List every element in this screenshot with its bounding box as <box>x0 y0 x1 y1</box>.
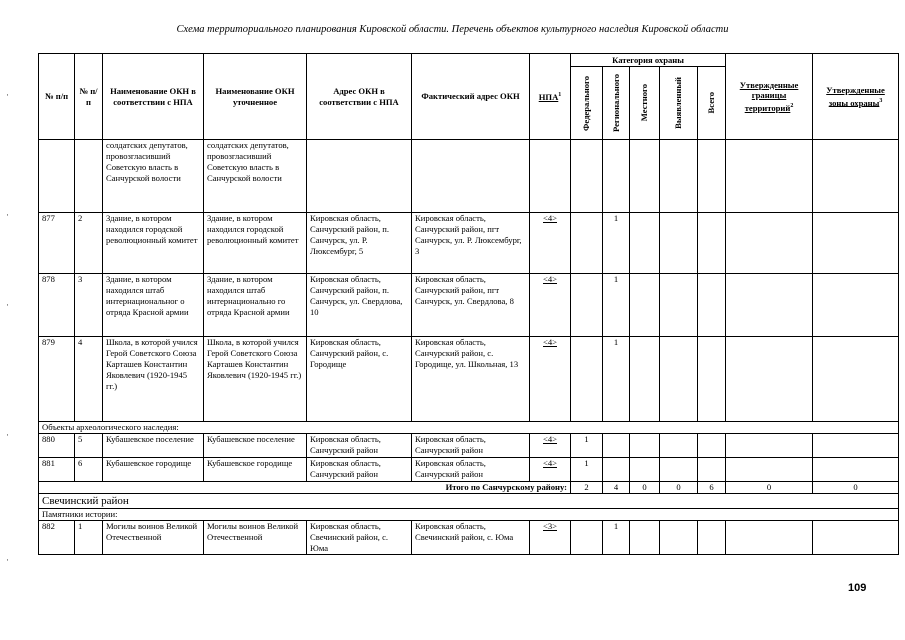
table-cell <box>698 458 726 482</box>
table-row <box>39 521 899 555</box>
category-label: Федерального <box>581 75 592 131</box>
table-cell <box>698 337 726 422</box>
table-cell: Кировская область, Санчурский район <box>307 434 412 458</box>
page-title: Схема территориального планирования Кировской области. Перечень объектов культурного наследия Кировской области <box>176 24 729 35</box>
total-federal: 2 <box>571 482 603 494</box>
header-cat-local <box>630 67 660 140</box>
header-cat-total <box>698 67 726 140</box>
header-cat-identified <box>660 67 698 140</box>
table-cell <box>813 337 899 422</box>
table-cell: 4 <box>75 337 103 422</box>
table-cell <box>660 213 698 274</box>
section-row-archaeology <box>39 422 899 434</box>
section-row-history <box>39 509 899 521</box>
table-cell <box>726 213 813 274</box>
table-cell: Кировская область, Санчурский район, с. Городище, ул. Школьная, 13 <box>412 337 530 422</box>
section-history-label: Памятники истории: <box>39 509 899 521</box>
heritage-objects-table <box>38 53 899 555</box>
table-cell <box>813 458 899 482</box>
table-cell <box>307 140 412 213</box>
table-cell <box>630 458 660 482</box>
header-name-npa: Наименование ОКН в соответствии с НПА <box>103 54 204 140</box>
table-cell: Школа, в которой учился Герой Советского Союза Карташев Константин Яковлевич (1920-1945 гг.) <box>204 337 307 422</box>
table-cell: Кубашевское городище <box>103 458 204 482</box>
table-cell: Кировская область, Санчурский район, п. Санчурск, ул. Свердлова, 10 <box>307 274 412 337</box>
table-cell <box>698 213 726 274</box>
table-cell: Кировская область, Санчурский район, п. Санчурск, ул. Р. Люксембург, 5 <box>307 213 412 274</box>
table-cell: 879 <box>39 337 75 422</box>
table-cell <box>630 434 660 458</box>
table-cell: <4> <box>530 337 571 422</box>
table-cell <box>630 274 660 337</box>
table-cell <box>726 434 813 458</box>
table-cell <box>571 521 603 555</box>
total-row <box>39 482 899 494</box>
table-cell: 1 <box>603 274 630 337</box>
total-local: 0 <box>630 482 660 494</box>
table-cell: <4> <box>530 213 571 274</box>
total-zones: 0 <box>813 482 899 494</box>
table-cell <box>813 521 899 555</box>
table-cell: 3 <box>75 274 103 337</box>
header-category: Категория охраны <box>571 54 726 67</box>
table-cell: солдатских депутатов, провозгласивший Советскую власть в Санчурской волости <box>103 140 204 213</box>
table-cell <box>603 458 630 482</box>
table-cell: Здание, в котором находился штаб интернациональног о отряда Красной армии <box>103 274 204 337</box>
table-cell <box>660 337 698 422</box>
table-cell: <3> <box>530 521 571 555</box>
table-cell <box>660 274 698 337</box>
table-row <box>39 140 899 213</box>
table-cell: 1 <box>603 337 630 422</box>
header-zones <box>813 54 899 140</box>
table-cell <box>630 521 660 555</box>
header-npa-footnote: 1 <box>558 92 562 99</box>
margin-mark: · <box>6 300 9 310</box>
header-zones-label: Утвержденные зоны охраны <box>826 85 885 108</box>
header-cat-regional <box>603 67 630 140</box>
category-label: Всего <box>706 92 717 114</box>
table-cell <box>813 140 899 213</box>
table-cell: Кубашевское городище <box>204 458 307 482</box>
table-cell: Кировская область, Свечинский район, с. Юма <box>412 521 530 555</box>
table-cell: 878 <box>39 274 75 337</box>
table-cell <box>660 521 698 555</box>
table-cell <box>813 213 899 274</box>
table-cell <box>630 213 660 274</box>
total-regional: 4 <box>603 482 630 494</box>
category-label: Регионального <box>610 73 621 133</box>
table-cell <box>571 274 603 337</box>
table-cell: Кировская область, Санчурский район, пгт Санчурск, ул. Р. Люксембург, 3 <box>412 213 530 274</box>
district-title: Свечинский район <box>39 494 899 509</box>
table-cell: Кубашевское поселение <box>103 434 204 458</box>
header-address-npa: Адрес ОКН в соответствии с НПА <box>307 54 412 140</box>
table-row <box>39 337 899 422</box>
table-cell: Могилы воинов Великой Отечественной <box>103 521 204 555</box>
table-cell: 881 <box>39 458 75 482</box>
table-cell: 2 <box>75 213 103 274</box>
table-cell <box>726 274 813 337</box>
header-boundaries <box>726 54 813 140</box>
table-cell: Кировская область, Санчурский район <box>412 458 530 482</box>
table-cell <box>698 521 726 555</box>
table-cell: 1 <box>571 458 603 482</box>
table-cell: 882 <box>39 521 75 555</box>
header-boundaries-label: Утвержденные границы территорий <box>739 79 799 113</box>
total-boundaries: 0 <box>726 482 813 494</box>
table-cell: Здание, в котором находился штаб интернационально го отряда Красной армии <box>204 274 307 337</box>
total-identified: 0 <box>660 482 698 494</box>
table-cell <box>698 434 726 458</box>
header-num-pp-2: № п/п <box>75 54 103 140</box>
table-cell <box>726 458 813 482</box>
table-row <box>39 458 899 482</box>
header-cat-federal <box>571 67 603 140</box>
table-cell: 1 <box>603 521 630 555</box>
table-cell: Кировская область, Санчурский район, с. Городище <box>307 337 412 422</box>
table-cell <box>603 140 630 213</box>
table-row <box>39 274 899 337</box>
table-cell: 1 <box>571 434 603 458</box>
table-cell <box>39 140 75 213</box>
table-cell <box>75 140 103 213</box>
margin-mark: · <box>6 90 9 100</box>
table-row <box>39 434 899 458</box>
table-cell <box>630 140 660 213</box>
margin-mark: · <box>6 555 9 565</box>
table-cell: Кировская область, Санчурский район <box>412 434 530 458</box>
table-cell: 1 <box>603 213 630 274</box>
header-npa-label: НПА <box>538 92 559 103</box>
table-cell <box>726 337 813 422</box>
table-cell: Кировская область, Санчурский район <box>307 458 412 482</box>
table-cell: Кировская область, Свечинский район, с. Юма <box>307 521 412 555</box>
category-label: Выявленный <box>673 77 684 129</box>
table-cell <box>660 434 698 458</box>
table-cell: Кубашевское поселение <box>204 434 307 458</box>
table-cell <box>660 458 698 482</box>
table-cell: Здание, в котором находился городской революционный комитет <box>103 213 204 274</box>
header-name-clarified: Наименование ОКН уточненное <box>204 54 307 140</box>
header-address-actual: Фактический адрес ОКН <box>412 54 530 140</box>
table-cell <box>571 337 603 422</box>
table-cell: 877 <box>39 213 75 274</box>
table-row <box>39 213 899 274</box>
table-cell <box>571 140 603 213</box>
page-number: 109 <box>848 582 867 594</box>
table-cell <box>630 337 660 422</box>
table-cell <box>726 521 813 555</box>
table-cell <box>813 434 899 458</box>
table-cell <box>412 140 530 213</box>
header-zones-footnote: 3 <box>879 97 883 104</box>
table-cell: Могилы воинов Великой Отечественной <box>204 521 307 555</box>
table-cell: <4> <box>530 274 571 337</box>
table-cell: Здание, в котором находился городской революционный комитет <box>204 213 307 274</box>
total-all: 6 <box>698 482 726 494</box>
table-cell: Школа, в которой учился Герой Советского Союза Карташев Константин Яковлевич (1920-1945 гг.) <box>103 337 204 422</box>
margin-mark: · <box>6 430 9 440</box>
table-cell: <4> <box>530 434 571 458</box>
table-cell: солдатских депутатов, провозгласивший Советскую власть в Санчурской волости <box>204 140 307 213</box>
section-archaeology-label: Объекты археологического наследия: <box>39 422 899 434</box>
table-cell: 5 <box>75 434 103 458</box>
table-cell <box>660 140 698 213</box>
table-cell <box>530 140 571 213</box>
header-npa <box>530 54 571 140</box>
total-label: Итого по Санчурскому району: <box>39 482 571 494</box>
table-cell <box>698 274 726 337</box>
table-cell <box>813 274 899 337</box>
table-cell <box>571 213 603 274</box>
margin-mark: · <box>6 210 9 220</box>
table-cell: 1 <box>75 521 103 555</box>
table-cell: Кировская область, Санчурский район, пгт Санчурск, ул. Свердлова, 8 <box>412 274 530 337</box>
table-cell: 880 <box>39 434 75 458</box>
district-row <box>39 494 899 509</box>
header-num-pp: № п/п <box>39 54 75 140</box>
table-cell <box>698 140 726 213</box>
table-cell: 6 <box>75 458 103 482</box>
table-cell: <4> <box>530 458 571 482</box>
table-cell <box>603 434 630 458</box>
category-label: Местного <box>639 84 650 122</box>
table-cell <box>726 140 813 213</box>
header-boundaries-footnote: 2 <box>790 102 794 109</box>
